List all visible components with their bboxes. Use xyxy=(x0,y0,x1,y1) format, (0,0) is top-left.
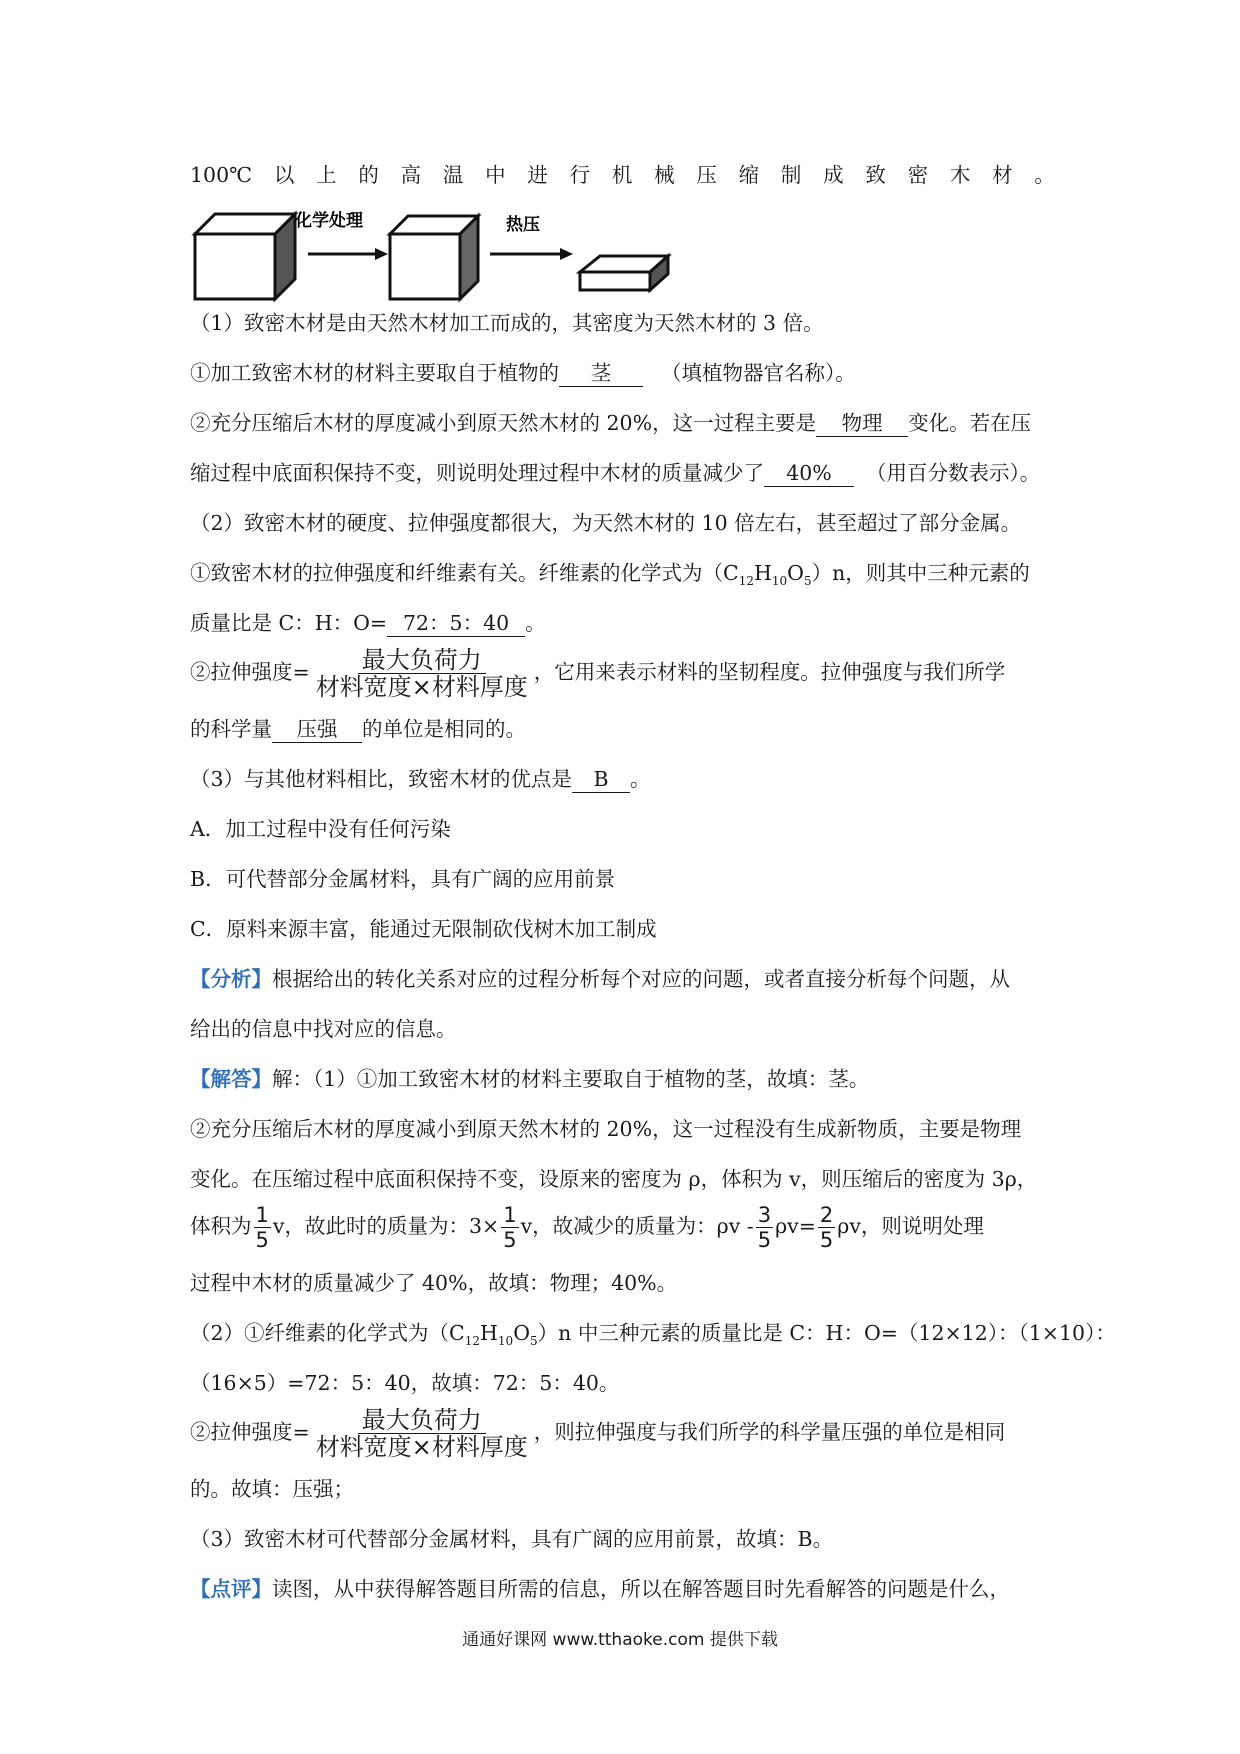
analysis-line-2: 给出的信息中找对应的信息。 xyxy=(190,1017,457,1041)
intro-char: 木 xyxy=(949,163,971,187)
q2-part2-cont: 的科学量 压强 的单位是相同的。 xyxy=(190,717,526,741)
solution-line-3: 变化。在压缩过程中底面积保持不变，设原来的密度为 ρ，体积为 v，则压缩后的密度为 3ρ， xyxy=(190,1167,1038,1191)
tensile-strength-formula-2: $\frac{\text{最大负荷力}}{\text{材料宽度×材料厚度}}$ xyxy=(315,1406,528,1461)
comment-line: 【点评】读图，从中获得解答题目所需的信息，所以在解答题目时先看解答的问题是什么， xyxy=(190,1577,1010,1601)
analysis-tag: 【分析】 xyxy=(190,967,272,991)
q1-part2-cont: 缩过程中底面积保持不变，则说明处理过程中木材的质量减少了 40% （用百分数表示）。 xyxy=(190,461,1041,485)
step-chemical-label: 化学处理 xyxy=(295,211,363,231)
solution-line-7: （16×5）=72：5：40，故填：72：5：40。 xyxy=(190,1371,620,1395)
fraction-one-fifth-2: $\frac{1}{5}$ xyxy=(503,1203,517,1252)
wood-slab-dense xyxy=(580,256,668,290)
solution-line-6: （2）①纤维素的化学式为$(C_{12}H_{10}O_5)n$ 中三种元素的质量比是 C：H：O=（12×12）：（1×10）： xyxy=(190,1321,1116,1349)
intro-char: 高 xyxy=(400,163,422,187)
step-hotpress-label: 热压 xyxy=(506,215,540,235)
option-a: A．加工过程中没有任何污染 xyxy=(190,817,451,841)
process-diagram xyxy=(190,204,730,304)
intro-char: 缩 xyxy=(738,163,760,187)
fraction-three-fifths: $\frac{3}{5}$ xyxy=(757,1203,772,1252)
intro-char: 成 xyxy=(823,163,844,187)
intro-char: 以 xyxy=(273,163,295,187)
q2-part1-cont: 质量比是 C：H：O= 72：5：40 。 xyxy=(190,611,546,635)
wood-cube-natural xyxy=(195,214,295,299)
intro-char: 材 xyxy=(992,163,1013,187)
solution-line-2: ②充分压缩后木材的厚度减小到原天然木材的 20%，这一过程没有生成新物质，主要是物理 xyxy=(190,1117,1022,1141)
answer-choice: B xyxy=(572,766,630,793)
intro-char: 温 xyxy=(442,163,464,187)
q2-part2: ②拉伸强度= $\frac{\text{最大负荷力}}{\text{材料宽度×材料厚度}}$ ，它用来表示材料的坚韧程度。拉伸强度与我们所学 xyxy=(190,646,1006,701)
solution-line: 【解答】解：（1）①加工致密木材的材料主要取自于植物的茎，故填：茎。 xyxy=(190,1067,870,1091)
option-c: C．原料来源丰富，能通过无限制砍伐树木加工制成 xyxy=(190,917,657,941)
q2-intro: （2）致密木材的硬度、拉伸强度都很大，为天然木材的 10 倍左右，甚至超过了部分金属。 xyxy=(190,511,1022,535)
intro-char: 机 xyxy=(611,163,633,187)
solution-tag: 【解答】 xyxy=(190,1067,272,1091)
intro-line xyxy=(190,160,1055,190)
intro-char: 制 xyxy=(780,163,802,187)
intro-char: 进 xyxy=(527,163,548,187)
intro-char: 行 xyxy=(569,163,591,187)
option-b: B．可代替部分金属材料，具有广阔的应用前景 xyxy=(190,867,616,891)
page-footer: 通通好课网 www.tthaoke.com 提供下载 xyxy=(462,1630,778,1650)
answer-mass-loss: 40% xyxy=(764,460,854,487)
intro-char: 致 xyxy=(865,163,886,187)
answer-quantity: 压强 xyxy=(272,716,362,743)
solution-line-10: （3）致密木材可代替部分金属材料，具有广阔的应用前景，故填：B。 xyxy=(190,1527,834,1551)
intro-char: 械 xyxy=(654,163,675,187)
analysis-line: 【分析】根据给出的转化关系对应的过程分析每个对应的问题，或者直接分析每个问题，从 xyxy=(190,967,1010,991)
intro-char: 中 xyxy=(485,163,506,187)
q2-part1: ①致密木材的拉伸强度和纤维素有关。纤维素的化学式为$(C_{12}H_{10}O_5)n$，则其中三种元素的 xyxy=(190,561,1030,589)
fraction-two-fifths: $\frac{2}{5}$ xyxy=(819,1203,834,1252)
answer-mass-ratio: 72：5：40 xyxy=(387,610,525,637)
q3-intro: （3）与其他材料相比，致密木材的优点是 B 。 xyxy=(190,767,651,791)
solution-line-5: 过程中木材的质量减少了 40%，故填：物理；40%。 xyxy=(190,1271,678,1295)
q1-part1: ①加工致密木材的材料主要取自于植物的 茎 （填植物器官名称）。 xyxy=(190,361,856,385)
solution-line-9: 的。故填：压强； xyxy=(190,1477,354,1501)
intro-char: 上 xyxy=(316,163,337,187)
intro-char: 密 xyxy=(907,163,929,187)
intro-char: 。 xyxy=(1034,163,1055,187)
wood-cube-treated xyxy=(390,216,478,299)
intro-char: 100℃ xyxy=(190,163,253,187)
tensile-strength-formula: $\frac{\text{最大负荷力}}{\text{材料宽度×材料厚度}}$ xyxy=(315,646,528,701)
intro-char: 的 xyxy=(358,163,379,187)
fraction-one-fifth: $\frac{1}{5}$ xyxy=(255,1203,269,1252)
q1-intro: （1）致密木材是由天然木材加工而成的，其密度为天然木材的 3 倍。 xyxy=(190,311,824,335)
solution-line-8: ②拉伸强度= $\frac{\text{最大负荷力}}{\text{材料宽度×材料厚度}}$ ，则拉伸强度与我们所学的科学量压强的单位是相同 xyxy=(190,1406,1006,1461)
comment-tag: 【点评】 xyxy=(190,1577,272,1601)
intro-char: 压 xyxy=(696,163,717,187)
answer-change-type: 物理 xyxy=(816,410,908,437)
answer-organ: 茎 xyxy=(559,360,643,387)
solution-line-4: 体积为 $\frac{1}{5}$ v，故此时的质量为：3× $\frac{1}{5}$ v，故减少的质量为：ρv - $\frac{3}{5}$ ρv= $\frac{2}{5}$ ρv，则说明处理 xyxy=(190,1203,984,1252)
q1-part2: ②充分压缩后木材的厚度减小到原天然木材的 20%，这一过程主要是 物理 变化。若在压 xyxy=(190,411,1032,435)
